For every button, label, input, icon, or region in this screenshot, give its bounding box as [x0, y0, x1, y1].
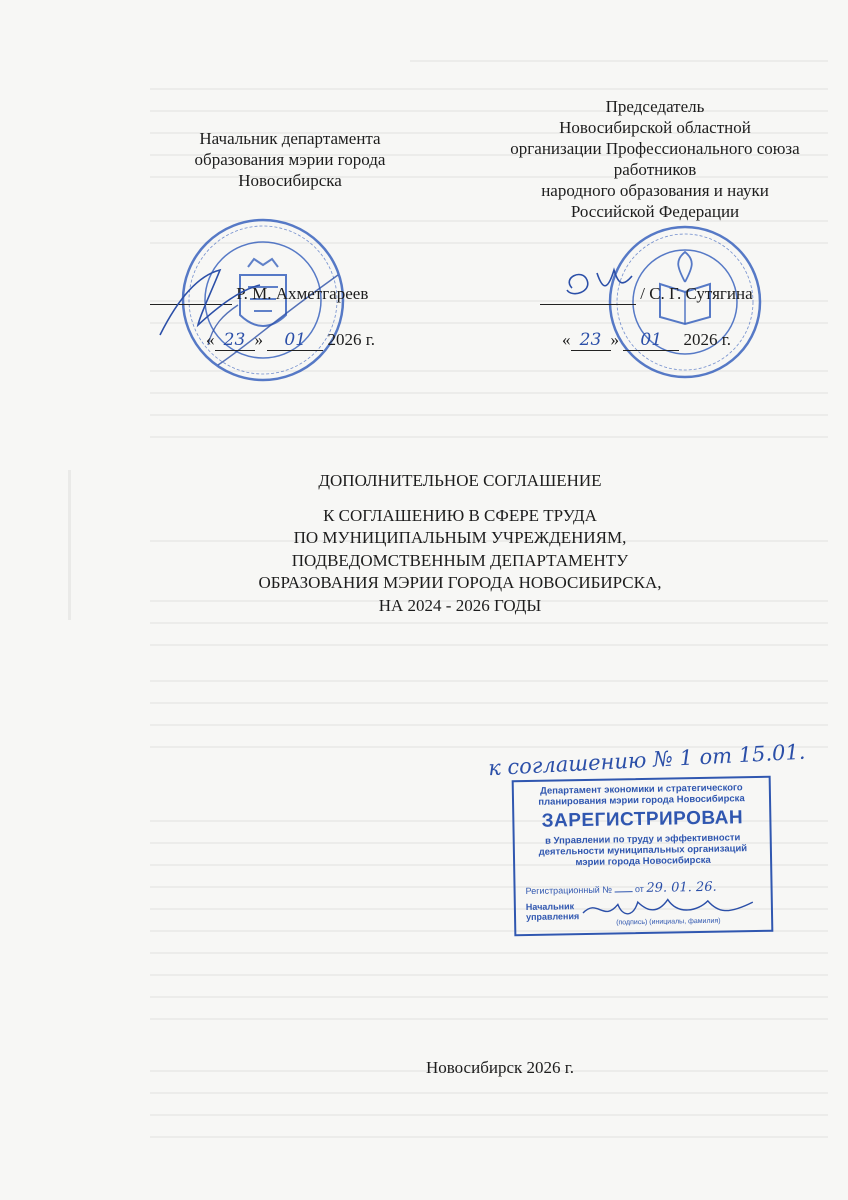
title-line: ПОДВЕДОМСТВЕННЫМ ДЕПАРТАМЕНТУ	[291, 550, 629, 570]
left-date-day: 23	[215, 330, 255, 351]
right-date-year: 2026 г.	[683, 330, 732, 349]
right-date-line: « 23 » 01 2026 г.	[562, 330, 732, 350]
left-signature-scribble	[150, 255, 270, 345]
city-year: Новосибирск 2026 г.	[425, 1058, 575, 1077]
title-line: К СОГЛАШЕНИЮ В СФЕРЕ ТРУДА	[323, 505, 597, 525]
right-position-line: Новосибирской областной	[559, 118, 751, 137]
registration-stamp	[512, 776, 774, 936]
reg-stamp-header: Департамент экономики и стратегического планирования мэрии города Новосибирска	[538, 782, 745, 808]
right-signatory-position	[480, 96, 830, 222]
right-date-month: 01	[623, 330, 679, 351]
right-position-line: Председатель	[605, 97, 705, 116]
paper-fold-mark	[68, 470, 71, 620]
title-line: ОБРАЗОВАНИЯ МЭРИИ ГОРОДА НОВОСИБИРСКА,	[258, 573, 662, 592]
reg-date: 29. 01. 26.	[646, 879, 717, 896]
handwritten-note: к соглашению № 1 от 15.01.	[487, 739, 806, 781]
reg-sign-caption: (подпись) (инициалы, фамилия)	[616, 917, 721, 927]
title-line: ПО МУНИЦИПАЛЬНЫМ УЧРЕЖДЕНИЯМ,	[293, 528, 627, 547]
reg-from-label: от	[634, 883, 644, 895]
right-signature-scribble	[552, 258, 642, 308]
reg-number-label: Регистрационный №	[525, 884, 613, 897]
right-position-line: организации Профессионального союза	[510, 139, 800, 158]
left-date-year: 2026 г.	[327, 330, 376, 349]
right-position-line: Российской Федерации	[570, 202, 740, 221]
right-position-line: работников	[613, 160, 697, 179]
document-title	[180, 470, 740, 617]
left-signatory-name: Р. М. Ахметгареев	[236, 284, 369, 303]
reg-stamp-subtitle: в Управлении по труду и эффективности деятельности муниципальных организаций мэрии города Новосибирска	[538, 832, 748, 869]
right-signatory-name: / С. Г. Сутягина	[640, 284, 753, 303]
left-signatory-position	[160, 128, 420, 191]
reg-head-label: Начальник управления	[525, 901, 580, 923]
left-position-line: Новосибирска	[238, 171, 342, 190]
right-position-line: народного образования и науки	[541, 181, 769, 200]
title-line: НА 2024 - 2026 ГОДЫ	[378, 595, 542, 615]
reg-stamp-title: ЗАРЕГИСТРИРОВАН	[541, 807, 744, 832]
left-date-line: « 23 » 01 2026 г.	[206, 330, 376, 350]
title-line: ДОПОЛНИТЕЛЬНОЕ СОГЛАШЕНИЕ	[318, 471, 602, 490]
left-position-line: Начальник департамента	[199, 129, 381, 148]
left-date-month: 01	[267, 330, 323, 351]
right-date-day: 23	[571, 330, 611, 351]
reg-signature-scribble	[578, 890, 759, 925]
left-position-line: образования мэрии города	[194, 150, 386, 169]
